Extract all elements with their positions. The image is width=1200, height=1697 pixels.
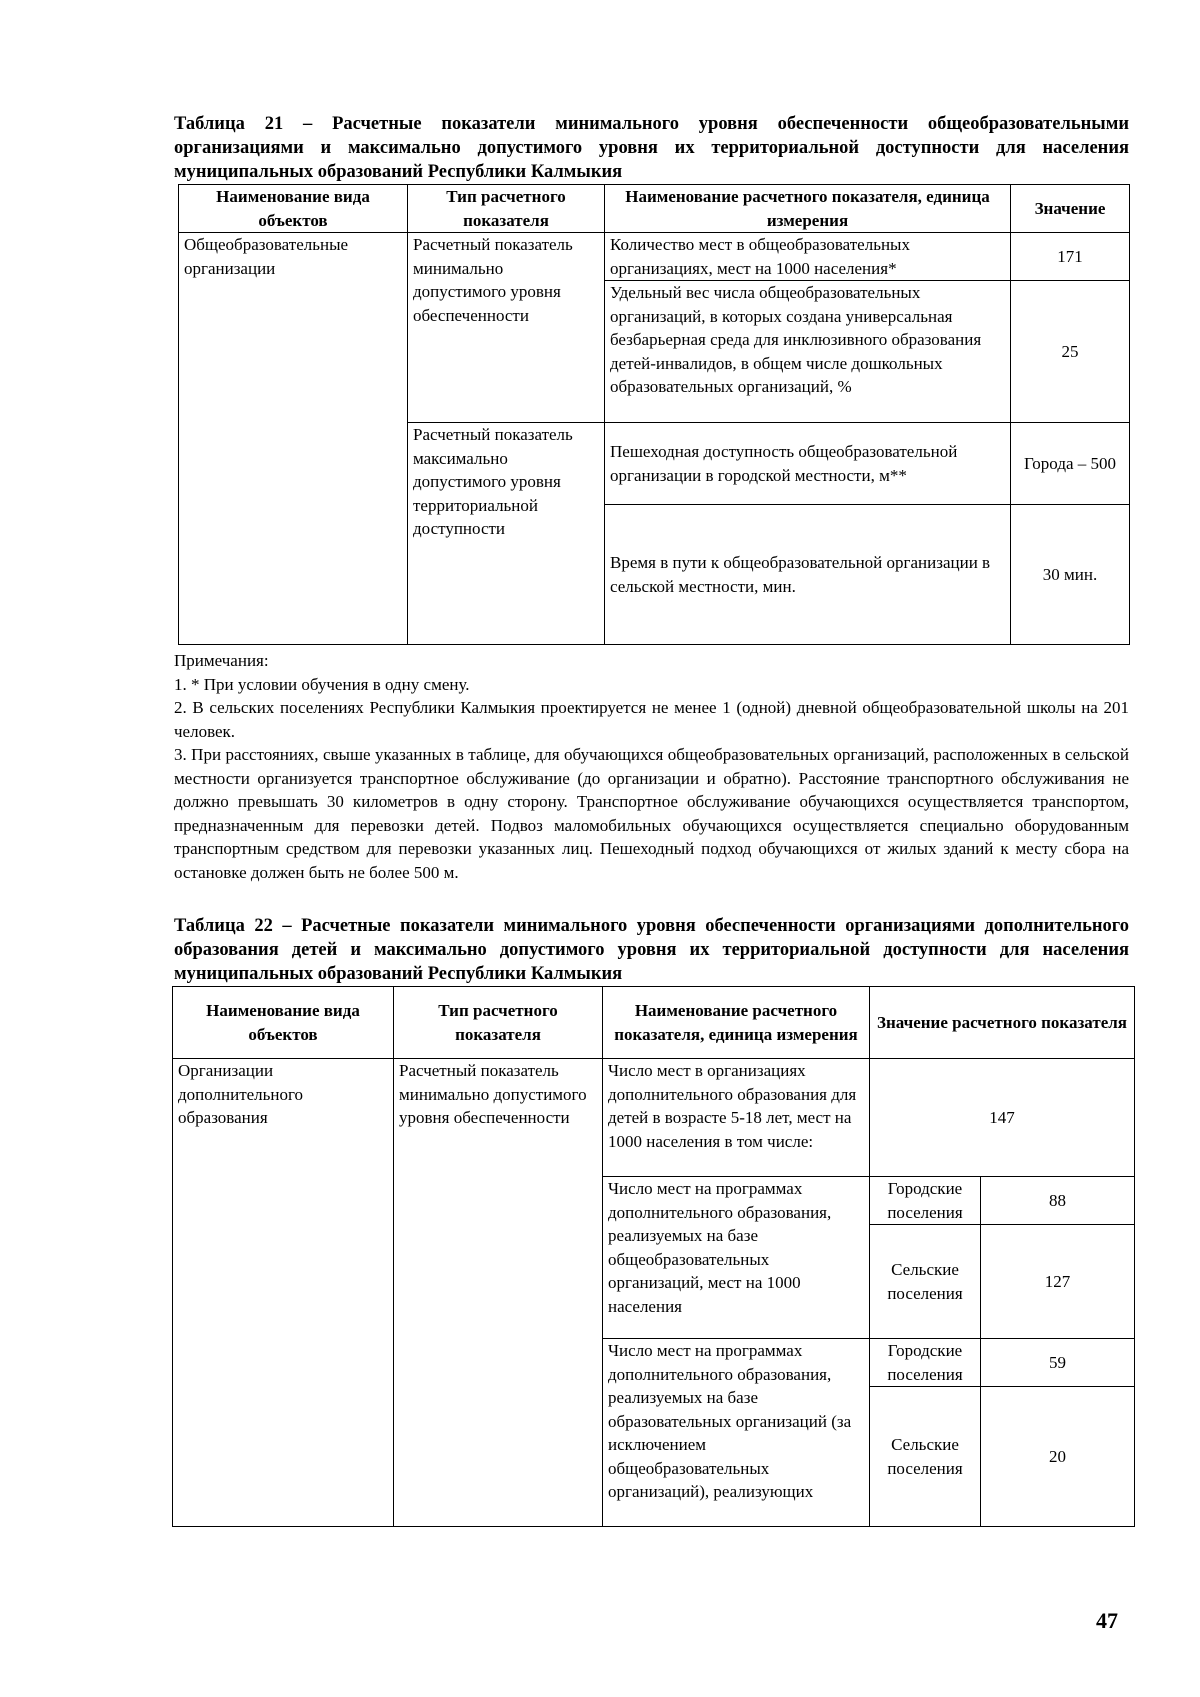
value-cell: 88	[981, 1177, 1135, 1225]
indicator-type-cell: Расчетный показатель максимально допустимого уровня территориальной доступности	[408, 423, 605, 645]
value-cell: 147	[870, 1059, 1135, 1177]
value-cell: 171	[1011, 233, 1130, 281]
value-cell: 127	[981, 1225, 1135, 1339]
notes-title: Примечания:	[174, 651, 269, 670]
indicator-name-cell: Пешеходная доступность общеобразовательной организации в городской местности, м**	[605, 423, 1011, 505]
header-indicator-type: Тип расчетного показателя	[408, 185, 605, 233]
value-cell: Города – 500	[1011, 423, 1130, 505]
note-item: 3. При расстояниях, свыше указанных в таблице, для обучающихся общеобразовательных организаций, расположенных в сельской местности организуется транспортное обслуживание (до организации и обратно). Расстояние транспортного обслуживания не должно превышать 30 километров в одну сторону. Транспортное обслуживание обучающихся осуществляется транспортом, предназначенным для перевозки детей. Подвоз маломобильных обучающихся осуществляется специально оборудованным транспортным средством для перевозки указанных лиц. Пешеходный подход обучающихся от жилых зданий к месту сбора на остановке должен быть не более 500 м.	[174, 745, 1129, 882]
indicator-name-cell: Время в пути к общеобразовательной организации в сельской местности, мин.	[605, 505, 1011, 645]
value-cell: 20	[981, 1387, 1135, 1527]
value-cell: 25	[1011, 281, 1130, 423]
note-item: 2. В сельских поселениях Республики Калмыкия проектируется не менее 1 (одной) дневной общеобразовательной школы на 201 человек.	[174, 698, 1129, 741]
notes-section	[174, 649, 1129, 884]
indicator-name-cell: Удельный вес числа общеобразовательных организаций, в которых создана универсальная безбарьерная среда для инклюзивного образования детей-инвалидов, в общем числе дошкольных образовательных организаций, %	[605, 281, 1011, 423]
indicator-type-cell: Расчетный показатель минимально допустимого уровня обеспеченности	[394, 1059, 603, 1527]
header-value: Значение расчетного показателя	[870, 987, 1135, 1059]
settlement-type-cell: Городские поселения	[870, 1339, 981, 1387]
header-object-type: Наименование вида объектов	[173, 987, 394, 1059]
table-21-caption: Таблица 21 – Расчетные показатели минимального уровня обеспеченности общеобразовательными организациями и максимально допустимого уровня их территориальной доступности для населения муниципальных образований Республики Калмыкия	[174, 114, 1129, 182]
object-type-cell: Организации дополнительного образования	[173, 1059, 394, 1527]
indicator-name-cell: Число мест на программах дополнительного образования, реализуемых на базе общеобразовательных организаций, мест на 1000 населения	[603, 1177, 870, 1339]
table-22	[172, 986, 1135, 1527]
page-number: 47	[1096, 1608, 1118, 1633]
header-indicator-name: Наименование расчетного показателя, единица измерения	[605, 185, 1011, 233]
header-indicator-name: Наименование расчетного показателя, единица измерения	[603, 987, 870, 1059]
header-object-type: Наименование вида объектов	[179, 185, 408, 233]
settlement-type-cell: Городские поселения	[870, 1177, 981, 1225]
settlement-type-cell: Сельские поселения	[870, 1387, 981, 1527]
value-cell: 59	[981, 1339, 1135, 1387]
settlement-type-cell: Сельские поселения	[870, 1225, 981, 1339]
value-cell: 30 мин.	[1011, 505, 1130, 645]
table-22-caption: Таблица 22 – Расчетные показатели минимального уровня обеспеченности организациями дополнительного образования детей и максимально допустимого уровня их территориальной доступности для населения муниципальных образований Республики Калмыкия	[174, 916, 1129, 984]
header-indicator-type: Тип расчетного показателя	[394, 987, 603, 1059]
indicator-type-cell: Расчетный показатель минимально допустимого уровня обеспеченности	[408, 233, 605, 423]
document-page	[174, 112, 1129, 1527]
table-21	[178, 184, 1130, 645]
indicator-name-cell: Количество мест в общеобразовательных организациях, мест на 1000 населения*	[605, 233, 1011, 281]
note-item: 1. * При условии обучения в одну смену.	[174, 674, 470, 694]
indicator-name-cell: Число мест на программах дополнительного образования, реализуемых на базе образовательных организаций (за исключением общеобразовательных организаций), реализующих	[603, 1339, 870, 1527]
header-value: Значение	[1011, 185, 1130, 233]
object-type-cell: Общеобразовательные организации	[179, 233, 408, 645]
indicator-name-cell: Число мест в организациях дополнительного образования для детей в возрасте 5-18 лет, мест на 1000 населения в том числе:	[603, 1059, 870, 1177]
